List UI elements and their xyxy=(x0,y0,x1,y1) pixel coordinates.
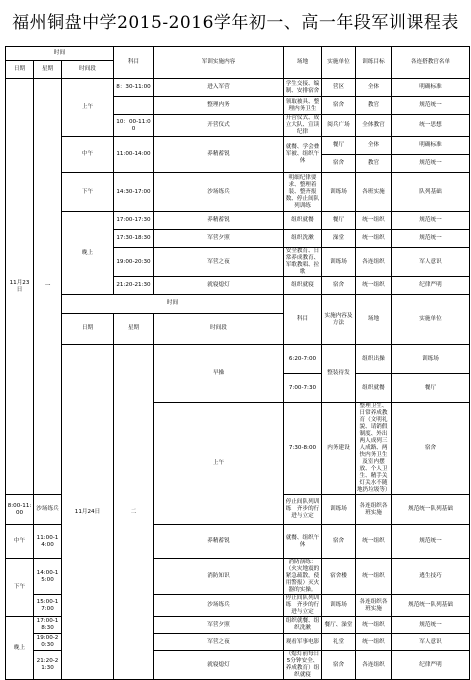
content-cell: 就餐、组织午休 xyxy=(284,525,322,559)
subject-cell: 开营仪式 xyxy=(154,115,284,137)
table-row xyxy=(6,79,470,97)
header2-content: 实施内容及方法 xyxy=(322,295,356,345)
place-cell: 宿舍楼 xyxy=(322,559,356,595)
period-cell: 7:00-7:30 xyxy=(284,374,322,403)
unit-cell: 统一组织 xyxy=(356,212,392,230)
place-cell: 澡堂 xyxy=(322,230,356,248)
unit-cell: 统一组织 xyxy=(356,617,392,634)
unit-cell: 各连组织各班实施 xyxy=(356,595,392,617)
header-place: 场地 xyxy=(284,47,322,79)
period-cell: 21:20-21:30 xyxy=(114,277,154,295)
header2-time: 时间 xyxy=(62,295,284,314)
subject-cell: 消防知识 xyxy=(154,559,284,595)
unit-cell: 教官 xyxy=(356,97,392,115)
day2-slot-afternoon: 下午 xyxy=(6,559,34,617)
period-cell: 8：30-11:00 xyxy=(114,79,154,97)
goal-cell: 规范统一队列基础 xyxy=(392,595,470,617)
goal-cell: 规范统一 xyxy=(392,155,470,173)
table-row xyxy=(6,212,470,230)
header-subject: 科目 xyxy=(114,47,154,79)
header-row-1 xyxy=(6,47,470,61)
place-cell: 宿舍 xyxy=(322,155,356,173)
period-cell: 19:00-20:30 xyxy=(34,634,62,651)
content-cell: 领取被具、整理内务卫生 xyxy=(284,97,322,115)
header2-place: 场地 xyxy=(356,295,392,345)
content-cell: 组织就餐、组织洗漱 xyxy=(284,617,322,634)
period-cell: 14:30-17:00 xyxy=(114,173,154,212)
day1-slot-noon: 中午 xyxy=(62,137,114,173)
place-cell: 礼堂 xyxy=(322,634,356,651)
subject-cell: 进入军营 xyxy=(154,79,284,97)
table-row xyxy=(6,345,470,374)
goal-cell: 规范统一 xyxy=(392,230,470,248)
day2-weekday: 二 xyxy=(114,345,154,680)
place-cell: 宿舍 xyxy=(322,525,356,559)
goal-cell: 统一思想 xyxy=(392,115,470,137)
day2-slot-morning: 上午 xyxy=(154,403,284,525)
content-cell: 组织洗漱 xyxy=(284,230,322,248)
day2-slot-noon: 中午 xyxy=(6,525,34,559)
place-cell: 宿舍 xyxy=(322,277,356,295)
day1-date: 11月23日 xyxy=(6,79,34,495)
subject-cell: 沙场练兵 xyxy=(34,495,62,525)
unit-cell: 统一组织 xyxy=(356,559,392,595)
goal-cell: 规范统一队列基础 xyxy=(392,495,470,525)
unit-cell: 全体 xyxy=(356,79,392,97)
period-cell: 19:00-20:30 xyxy=(114,248,154,277)
day1-slot-evening: 晚上 xyxy=(62,212,114,295)
subject-cell: 军营之夜 xyxy=(154,634,284,651)
header2-period: 时间段 xyxy=(154,313,284,344)
place-cell: 营区 xyxy=(322,79,356,97)
unit-cell: 统一组织 xyxy=(356,277,392,295)
goal-cell: 队列基础 xyxy=(392,173,470,212)
day1-slot-afternoon: 下午 xyxy=(62,173,114,212)
content-cell: 安全教育、日常养成教育、军歌教唱、拉歌 xyxy=(284,248,322,277)
place-cell: 宿舍 xyxy=(322,651,356,680)
place-cell: 训练场 xyxy=(322,495,356,525)
header-date: 日期 xyxy=(6,61,34,79)
unit-cell: 全体 xyxy=(356,137,392,155)
period-cell: 10：00-11:00 xyxy=(114,115,154,137)
subject-cell: 养精蓄锐 xyxy=(154,525,284,559)
subject-cell: 整理内务 xyxy=(154,97,284,115)
schedule-table xyxy=(5,46,470,680)
content-cell: 停止间队列训练 齐步的行进与立定 xyxy=(284,495,322,525)
goal-cell: 规范统一 xyxy=(392,617,470,634)
page-title: 福州铜盘中学2015-2016学年初一、高一年段军训课程表 xyxy=(12,13,459,33)
place-cell: 训练场 xyxy=(322,595,356,617)
place-cell: 餐厅、澡堂 xyxy=(322,617,356,634)
goal-cell: 纪律严明 xyxy=(392,277,470,295)
content-cell: 停止间队列训练 齐步的行进与立定 xyxy=(284,595,322,617)
place-cell: 宿舍 xyxy=(322,97,356,115)
place-cell: 阅兵广场 xyxy=(322,115,356,137)
subject-cell: 整装待发 xyxy=(322,345,356,403)
goal-cell: 明确标准 xyxy=(392,137,470,155)
place-cell: 餐厅 xyxy=(322,137,356,155)
goal-cell: 军人意识 xyxy=(392,634,470,651)
subject-cell: 就寝熄灯 xyxy=(154,651,284,680)
period-cell: 17:00-17:30 xyxy=(114,212,154,230)
header2-subject: 科目 xyxy=(284,295,322,345)
header-content: 军训实施内容 xyxy=(154,47,284,79)
content-cell: 明细纪律要求、整理着装、整齐报数、停止间队列训练 xyxy=(284,173,322,212)
day1-weekday: 一 xyxy=(34,79,62,495)
place-cell: 餐厅 xyxy=(392,374,470,403)
content-cell: 组织出操 xyxy=(356,345,392,374)
goal-cell: 规范统一 xyxy=(392,97,470,115)
subject-cell: 军营夕照 xyxy=(154,230,284,248)
header2-date: 日期 xyxy=(62,313,114,344)
subject-cell: 军营之夜 xyxy=(154,248,284,277)
place-cell: 训练场 xyxy=(322,173,356,212)
content-cell: 整理卫生、日常养成教育（文明礼貌、请销假制度、外出两人成列三人成路、两快内务卫生及室内摆放、个人卫生、精手关灯关水不随地扔垃圾等） xyxy=(357,403,391,493)
unit-cell: 各连组织 xyxy=(356,651,392,680)
unit-cell: 统一组织 xyxy=(356,634,392,651)
header-time: 时间 xyxy=(6,47,114,61)
unit-cell: 统一组织 xyxy=(356,230,392,248)
content-cell: 就餐、学会叠军被、组织午休 xyxy=(284,137,322,173)
period-cell: 8:00-11:00 xyxy=(6,495,34,525)
place-cell: 训练场 xyxy=(322,248,356,277)
goal-cell: 逃生技巧 xyxy=(392,559,470,595)
subject-cell: 军营夕照 xyxy=(154,617,284,634)
subject-cell: 内务建设 xyxy=(322,403,356,495)
header-unit: 实施单位 xyxy=(322,47,356,79)
header-teachers: 各连搭教官名单 xyxy=(392,47,470,79)
content-cell: 组织就寝 xyxy=(284,277,322,295)
period-cell: 17:00-18:30 xyxy=(34,617,62,634)
subject-cell: 沙场练兵 xyxy=(154,173,284,212)
subject-cell: 养精蓄锐 xyxy=(154,137,284,173)
place-cell: 宿舍 xyxy=(392,403,470,495)
period-cell: 14:00-15:00 xyxy=(34,559,62,595)
header-weekday: 星期 xyxy=(34,61,62,79)
day1-slot-morning: 上午 xyxy=(62,79,114,137)
header-row-3 xyxy=(6,295,470,314)
content-cell: 开营仪式、成立大队、宣读纪律 xyxy=(284,115,322,137)
unit-cell: 各连组织 xyxy=(356,248,392,277)
goal-cell: 规范统一 xyxy=(392,212,470,230)
period-cell: 21:20-21:30 xyxy=(34,651,62,680)
content-cell: 学生交接、编制、安排宿舍 xyxy=(284,79,322,97)
content-cell: 消防演练：（火灾地震的紧急疏散，使用警报）灭火器的实操。 xyxy=(284,559,322,595)
content-cell: 组织就餐 xyxy=(356,374,392,403)
period-cell: 6:20-7:00 xyxy=(284,345,322,374)
day2-slot-early: 早操 xyxy=(154,345,284,403)
subject-cell: 就寝熄灯 xyxy=(154,277,284,295)
period-cell: 7:30-8:00 xyxy=(284,403,322,495)
table-row xyxy=(6,173,470,212)
goal-cell: 明确标准 xyxy=(392,79,470,97)
goal-cell: 军人意识 xyxy=(392,248,470,277)
header2-unit: 实施单位 xyxy=(392,295,470,345)
content-cell: （熄灯前每日5分钟安全、养成教育）组织就寝 xyxy=(284,651,322,680)
place-cell: 训练场 xyxy=(392,345,470,374)
unit-cell: 各连组织各班实施 xyxy=(356,495,392,525)
period-cell: 15:00-17:00 xyxy=(34,595,62,617)
content-cell: 观看军事电影 xyxy=(284,634,322,651)
period-cell: 11:00-14:00 xyxy=(34,525,62,559)
unit-cell: 统一组织 xyxy=(356,525,392,559)
place-cell: 餐厅 xyxy=(322,212,356,230)
period-cell: 11:00-14:00 xyxy=(114,137,154,173)
header2-weekday: 星期 xyxy=(114,313,154,344)
subject-cell: 养精蓄锐 xyxy=(154,212,284,230)
content-cell: 组织就餐 xyxy=(284,212,322,230)
header-goal: 训练目标 xyxy=(356,47,392,79)
unit-cell: 全体教官 xyxy=(356,115,392,137)
header-period: 时间段 xyxy=(62,61,114,79)
goal-cell: 规范统一 xyxy=(392,525,470,559)
subject-cell: 沙场练兵 xyxy=(154,595,284,617)
table-row xyxy=(6,137,470,155)
unit-cell: 教官 xyxy=(356,155,392,173)
unit-cell: 各班实施 xyxy=(356,173,392,212)
day2-date: 11月24日 xyxy=(62,345,114,680)
goal-cell: 纪律严明 xyxy=(392,651,470,680)
period-cell: 17:30-18:30 xyxy=(114,230,154,248)
day2-slot-evening: 晚上 xyxy=(6,617,34,680)
period-cell xyxy=(114,97,154,115)
